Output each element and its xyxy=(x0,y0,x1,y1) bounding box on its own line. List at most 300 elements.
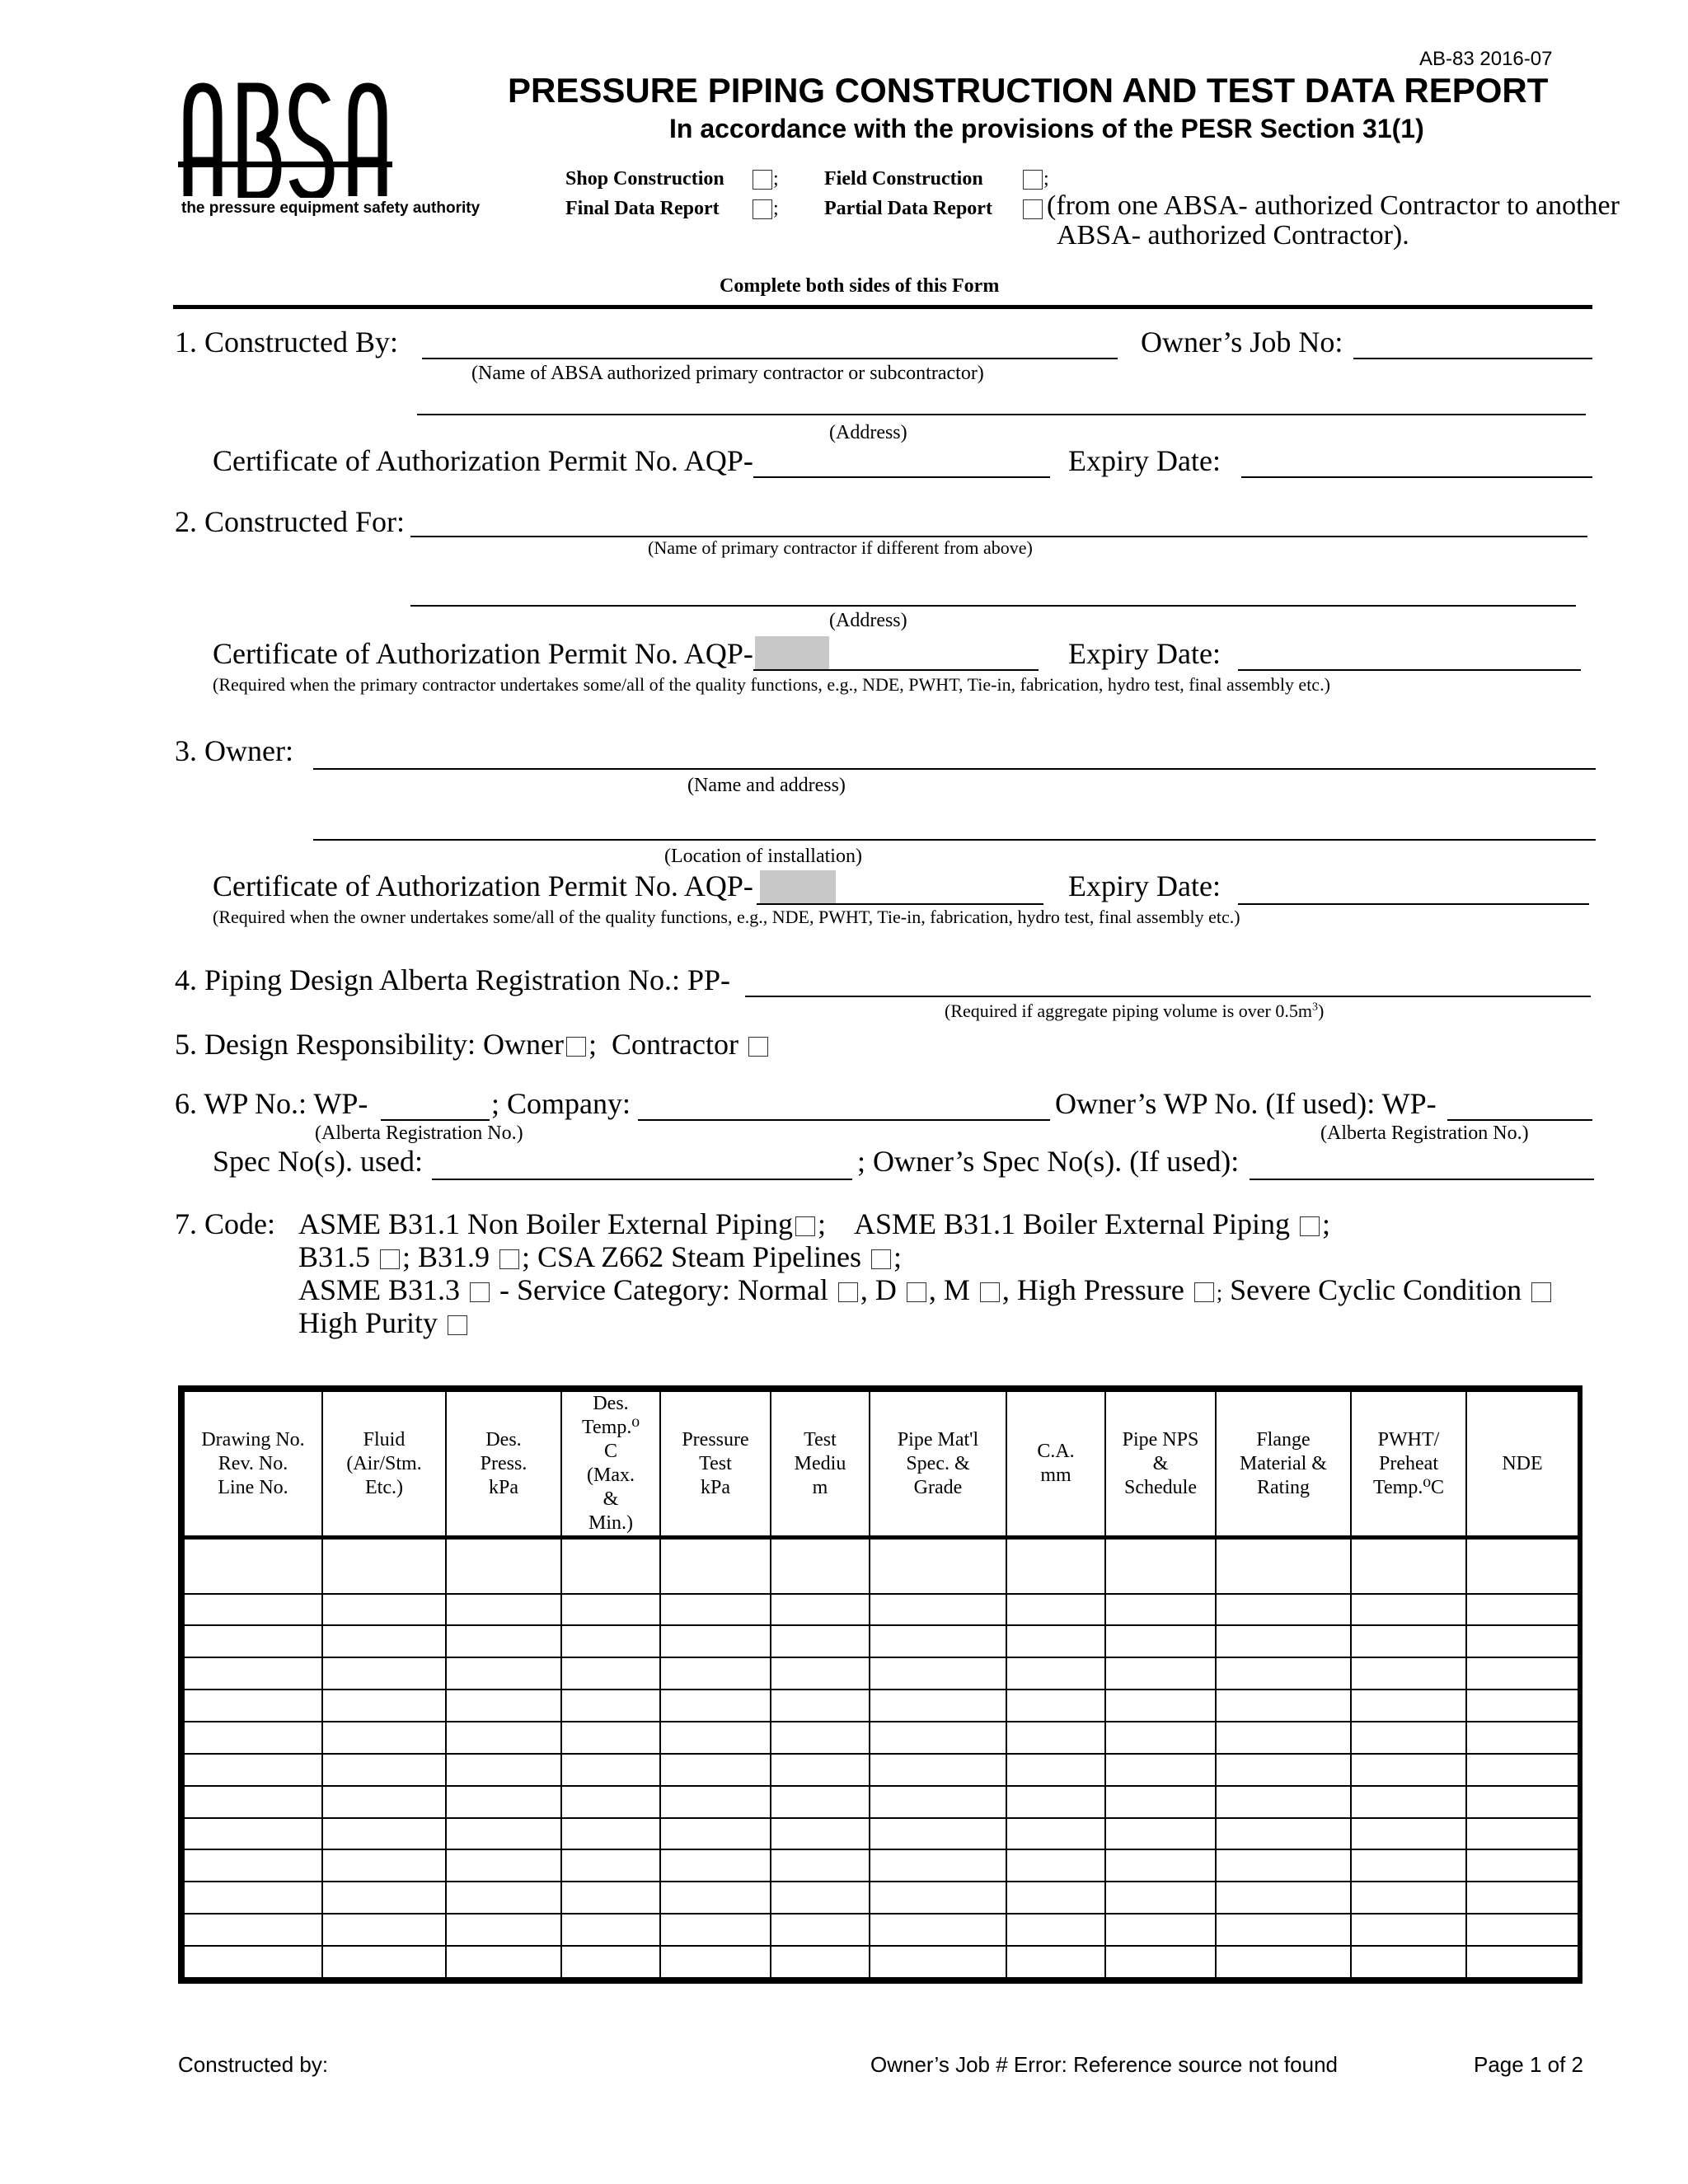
table-cell[interactable] xyxy=(660,1657,771,1690)
column-header-line: Temp.⁰C xyxy=(1373,1476,1444,1498)
table-cell[interactable] xyxy=(1006,1914,1105,1946)
table-cell[interactable] xyxy=(771,1786,870,1818)
wp-no-field[interactable] xyxy=(381,1119,490,1121)
section4-label: 4. Piping Design Alberta Registration No.: PP- xyxy=(175,963,730,996)
column-header-line: Rating xyxy=(1257,1476,1310,1498)
column-header-line: mm xyxy=(1040,1465,1071,1486)
owner-location-field[interactable] xyxy=(313,839,1596,841)
column-header-line: Min.) xyxy=(588,1512,633,1534)
b315-checkbox[interactable] xyxy=(380,1249,400,1269)
table-cell[interactable] xyxy=(561,1849,660,1882)
severe-cyclic-checkbox[interactable] xyxy=(1531,1282,1551,1302)
table-cell[interactable] xyxy=(771,1818,870,1850)
owner-name-address-field[interactable] xyxy=(313,768,1596,770)
table-cell[interactable] xyxy=(184,1722,322,1754)
table-cell[interactable] xyxy=(870,1946,1006,1978)
column-header-line: (Max. xyxy=(587,1465,635,1486)
column-header-line: Flange xyxy=(1256,1428,1311,1451)
table-cell[interactable] xyxy=(184,1594,322,1626)
owner-wp-label: Owner’s WP No. (If used): WP- xyxy=(1055,1087,1437,1120)
category-d-checkbox[interactable] xyxy=(907,1282,926,1302)
table-cell[interactable] xyxy=(1216,1818,1351,1850)
table-cell[interactable] xyxy=(1105,1754,1216,1786)
table-cell[interactable] xyxy=(771,1594,870,1626)
section1-label: 1. Constructed By: xyxy=(175,326,398,359)
column-header-line: & xyxy=(1152,1452,1169,1474)
table-cell[interactable] xyxy=(446,1690,561,1722)
asme-b313-checkbox[interactable] xyxy=(470,1282,490,1302)
b315-label: B31.5 xyxy=(298,1240,371,1273)
table-cell[interactable] xyxy=(1105,1594,1216,1626)
table-cell[interactable] xyxy=(446,1657,561,1690)
table-cell[interactable] xyxy=(660,1594,771,1626)
table-cell[interactable] xyxy=(870,1594,1006,1626)
table-cell[interactable] xyxy=(1351,1818,1466,1850)
logo-tagline: the pressure equipment safety authority xyxy=(181,199,481,217)
design-responsibility-contractor-checkbox[interactable] xyxy=(748,1037,768,1057)
table-cell[interactable] xyxy=(322,1538,446,1594)
table-cell[interactable] xyxy=(870,1818,1006,1850)
section3-label: 3. Owner: xyxy=(175,734,293,767)
table-cell[interactable] xyxy=(660,1818,771,1850)
table-cell[interactable] xyxy=(1105,1849,1216,1882)
table-cell[interactable] xyxy=(1466,1882,1578,1914)
table-cell[interactable] xyxy=(446,1818,561,1850)
table-cell[interactable] xyxy=(1216,1538,1351,1594)
owner-spec-label: ; Owner’s Spec No(s). (If used): xyxy=(857,1145,1240,1178)
table-cell[interactable] xyxy=(1006,1625,1105,1657)
partial-note-line1: (from one ABSA- authorized Contractor to another xyxy=(1047,190,1620,221)
footer-owner-job: Owner’s Job # Error: Reference source not found xyxy=(870,2052,1338,2077)
company-field[interactable] xyxy=(638,1119,1050,1121)
table-cell[interactable] xyxy=(1466,1625,1578,1657)
table-cell[interactable] xyxy=(771,1690,870,1722)
constructed-for-name-hint: (Name of primary contractor if different from above) xyxy=(648,537,1033,558)
table-cell[interactable] xyxy=(1105,1914,1216,1946)
column-header-line: C xyxy=(603,1441,617,1462)
asme-b311-nbep-checkbox[interactable] xyxy=(795,1216,815,1236)
table-cell[interactable] xyxy=(561,1818,660,1850)
table-cell[interactable] xyxy=(660,1849,771,1882)
table-cell[interactable] xyxy=(1351,1690,1466,1722)
table-cell[interactable] xyxy=(1006,1594,1105,1626)
table-cell[interactable] xyxy=(1216,1690,1351,1722)
table-cell[interactable] xyxy=(771,1722,870,1754)
table-cell[interactable] xyxy=(870,1690,1006,1722)
table-cell[interactable] xyxy=(771,1538,870,1594)
column-header-line: Drawing No. xyxy=(201,1428,305,1451)
table-cell[interactable] xyxy=(1351,1946,1466,1978)
separator: ; xyxy=(773,168,779,190)
table-cell[interactable] xyxy=(1466,1818,1578,1850)
table-cell[interactable] xyxy=(184,1882,322,1914)
table-row xyxy=(184,1914,1578,1946)
table-cell[interactable] xyxy=(561,1914,660,1946)
table-cell[interactable] xyxy=(771,1625,870,1657)
table-cell[interactable] xyxy=(561,1946,660,1978)
column-header-line: m xyxy=(812,1476,828,1498)
high-pressure-checkbox[interactable] xyxy=(1194,1282,1214,1302)
owner-job-no-field[interactable] xyxy=(1353,358,1592,359)
table-cell[interactable] xyxy=(184,1914,322,1946)
table-cell[interactable] xyxy=(184,1690,322,1722)
table-cell[interactable] xyxy=(446,1786,561,1818)
table-row xyxy=(184,1594,1578,1626)
high-purity-label: High Purity xyxy=(298,1306,438,1339)
table-cell[interactable] xyxy=(446,1538,561,1594)
table-cell[interactable] xyxy=(561,1538,660,1594)
table-cell[interactable] xyxy=(322,1818,446,1850)
column-header-line: & xyxy=(603,1488,619,1510)
section1-cert-permit-field[interactable] xyxy=(753,476,1050,478)
table-cell[interactable] xyxy=(184,1538,322,1594)
table-cell[interactable] xyxy=(660,1786,771,1818)
column-header-line: Pipe Mat'l xyxy=(897,1428,979,1451)
table-cell[interactable] xyxy=(1351,1882,1466,1914)
shop-construction-label: Shop Construction xyxy=(565,168,724,190)
footer-page-number: Page 1 of 2 xyxy=(1474,2052,1583,2077)
table-cell[interactable] xyxy=(1105,1722,1216,1754)
table-row xyxy=(184,1690,1578,1722)
table-row xyxy=(184,1786,1578,1818)
section3-cert-permit-field[interactable] xyxy=(757,903,1043,905)
form-subtitle: In accordance with the provisions of the PESR Section 31(1) xyxy=(669,114,1424,143)
section3-cert-shaded-area xyxy=(760,870,836,903)
table-cell[interactable] xyxy=(1105,1657,1216,1690)
section3-requirement-note: (Required when the owner undertakes some/all of the quality functions, e.g., NDE, PWHT, Tie-in, fabrication, hydro test, final assembly etc.) xyxy=(213,907,1240,927)
column-header xyxy=(446,1391,561,1538)
partial-data-report-checkbox[interactable] xyxy=(1023,199,1043,219)
table-cell[interactable] xyxy=(771,1946,870,1978)
high-pressure-label: , High Pressure xyxy=(1001,1273,1184,1306)
column-header-line: Etc.) xyxy=(365,1476,403,1498)
column-header-line: C.A. xyxy=(1037,1441,1075,1462)
design-responsibility-owner-checkbox[interactable] xyxy=(566,1037,586,1057)
section2-expiry-field[interactable] xyxy=(1238,669,1581,671)
column-header xyxy=(771,1391,870,1538)
table-cell[interactable] xyxy=(322,1786,446,1818)
normal-checkbox[interactable] xyxy=(838,1282,858,1302)
column-header-line: Pressure xyxy=(682,1428,749,1451)
table-cell[interactable] xyxy=(660,1882,771,1914)
table-cell[interactable] xyxy=(1216,1914,1351,1946)
column-header-line: kPa xyxy=(489,1476,518,1498)
table-row xyxy=(184,1754,1578,1786)
table-cell[interactable] xyxy=(771,1657,870,1690)
table-cell[interactable] xyxy=(561,1594,660,1626)
column-header xyxy=(1466,1391,1578,1538)
table-cell[interactable] xyxy=(771,1914,870,1946)
table-cell[interactable] xyxy=(1105,1946,1216,1978)
table-cell[interactable] xyxy=(1216,1849,1351,1882)
shop-construction-checkbox[interactable] xyxy=(753,170,772,190)
column-header-line: (Air/Stm. xyxy=(346,1452,422,1474)
section2-expiry-label: Expiry Date: xyxy=(1068,637,1221,670)
table-cell[interactable] xyxy=(1466,1754,1578,1786)
column-header xyxy=(184,1391,322,1538)
category-m-label: , M xyxy=(928,1273,970,1306)
section3-expiry-label: Expiry Date: xyxy=(1068,869,1221,902)
table-cell[interactable] xyxy=(1466,1914,1578,1946)
table-cell[interactable] xyxy=(660,1754,771,1786)
service-category-normal-label: - Service Category: Normal xyxy=(499,1273,828,1306)
table-cell[interactable] xyxy=(1466,1690,1578,1722)
design-responsibility-owner-label: 5. Design Responsibility: Owner xyxy=(175,1028,564,1061)
code-line-4 xyxy=(298,1305,470,1340)
table-cell[interactable] xyxy=(1105,1882,1216,1914)
column-header-line: Rev. No. xyxy=(218,1452,288,1474)
table-cell[interactable] xyxy=(1006,1849,1105,1882)
table-cell[interactable] xyxy=(870,1914,1006,1946)
constructed-by-name-field[interactable] xyxy=(422,358,1118,359)
absa-logo xyxy=(178,82,392,198)
table-cell[interactable] xyxy=(1466,1946,1578,1978)
category-m-checkbox[interactable] xyxy=(980,1282,1000,1302)
final-data-report-checkbox[interactable] xyxy=(753,199,772,219)
table-cell[interactable] xyxy=(1105,1625,1216,1657)
table-cell[interactable] xyxy=(870,1657,1006,1690)
table-cell[interactable] xyxy=(1466,1657,1578,1690)
table-cell[interactable] xyxy=(870,1754,1006,1786)
footer-constructed-by: Constructed by: xyxy=(178,2052,329,2077)
table-cell[interactable] xyxy=(1351,1538,1466,1594)
table-cell[interactable] xyxy=(322,1657,446,1690)
partial-note-line2: ABSA- authorized Contractor). xyxy=(1057,220,1409,251)
separator: ; xyxy=(1043,168,1049,190)
table-cell[interactable] xyxy=(771,1882,870,1914)
table-cell[interactable] xyxy=(1216,1882,1351,1914)
table-cell[interactable] xyxy=(446,1722,561,1754)
table-cell[interactable] xyxy=(1216,1722,1351,1754)
column-header-line: Pipe NPS xyxy=(1122,1428,1199,1451)
table-cell[interactable] xyxy=(1351,1849,1466,1882)
table-cell[interactable] xyxy=(1105,1690,1216,1722)
b319-checkbox[interactable] xyxy=(499,1249,519,1269)
table-cell[interactable] xyxy=(870,1786,1006,1818)
table-cell[interactable] xyxy=(1466,1594,1578,1626)
table-cell[interactable] xyxy=(184,1818,322,1850)
spec-no-label: Spec No(s). used: xyxy=(213,1145,423,1178)
table-cell[interactable] xyxy=(184,1786,322,1818)
table-cell[interactable] xyxy=(322,1946,446,1978)
table-cell[interactable] xyxy=(870,1538,1006,1594)
owner-location-hint: (Location of installation) xyxy=(664,846,862,867)
complete-both-sides-note: Complete both sides of this Form xyxy=(720,275,1000,297)
high-purity-checkbox[interactable] xyxy=(448,1315,467,1335)
table-cell[interactable] xyxy=(870,1625,1006,1657)
table-cell[interactable] xyxy=(1006,1754,1105,1786)
table-cell[interactable] xyxy=(322,1914,446,1946)
table-cell[interactable] xyxy=(870,1722,1006,1754)
constructed-by-name-hint: (Name of ABSA authorized primary contractor or subcontractor) xyxy=(471,363,984,384)
column-header-line: Preheat xyxy=(1379,1452,1438,1474)
table-cell[interactable] xyxy=(1466,1722,1578,1754)
csa-z662-label: ; CSA Z662 Steam Pipelines xyxy=(522,1240,862,1273)
table-cell[interactable] xyxy=(561,1625,660,1657)
column-header-line: Des. xyxy=(485,1428,522,1451)
piping-data-table xyxy=(178,1385,1582,1984)
column-header-line: Des. xyxy=(593,1393,629,1414)
asme-b311-bep-checkbox[interactable] xyxy=(1300,1216,1320,1236)
table-row xyxy=(184,1946,1578,1978)
code-line-3: ASME B31.3 - Service Category: Normal , D , M , High Pressure ; Severe Cyclic Condition xyxy=(298,1272,1554,1307)
constructed-for-address-hint: (Address) xyxy=(829,610,907,631)
table-row xyxy=(184,1882,1578,1914)
field-construction-checkbox[interactable] xyxy=(1023,170,1043,190)
section2-label: 2. Constructed For: xyxy=(175,505,405,538)
table-cell[interactable] xyxy=(322,1882,446,1914)
table-cell[interactable] xyxy=(184,1946,322,1978)
table-cell[interactable] xyxy=(660,1914,771,1946)
table-cell[interactable] xyxy=(1216,1594,1351,1626)
table-cell[interactable] xyxy=(322,1722,446,1754)
table-cell[interactable] xyxy=(184,1849,322,1882)
table-cell[interactable] xyxy=(1006,1818,1105,1850)
table-cell[interactable] xyxy=(660,1946,771,1978)
table-cell[interactable] xyxy=(870,1882,1006,1914)
table-cell[interactable] xyxy=(446,1625,561,1657)
table-cell[interactable] xyxy=(1006,1786,1105,1818)
table-cell[interactable] xyxy=(1006,1657,1105,1690)
table-cell[interactable] xyxy=(771,1754,870,1786)
table-cell[interactable] xyxy=(1006,1722,1105,1754)
spec-no-field[interactable] xyxy=(432,1179,852,1180)
table-cell[interactable] xyxy=(1466,1786,1578,1818)
table-cell[interactable] xyxy=(1216,1754,1351,1786)
table-cell[interactable] xyxy=(660,1722,771,1754)
section2-cert-permit-field[interactable] xyxy=(753,669,1039,671)
table-cell[interactable] xyxy=(561,1722,660,1754)
column-header-line: Temp.⁰ xyxy=(582,1417,640,1438)
section1-expiry-field[interactable] xyxy=(1241,476,1592,478)
table-cell[interactable] xyxy=(660,1538,771,1594)
header-divider xyxy=(173,305,1592,309)
table-cell[interactable] xyxy=(660,1690,771,1722)
table-cell[interactable] xyxy=(446,1946,561,1978)
column-header-line: Mediu xyxy=(794,1452,846,1474)
column-header xyxy=(322,1391,446,1538)
partial-data-report-label: Partial Data Report xyxy=(824,198,992,219)
table-cell[interactable] xyxy=(1351,1754,1466,1786)
column-header xyxy=(1351,1391,1466,1538)
table-row xyxy=(184,1722,1578,1754)
section3-expiry-field[interactable] xyxy=(1238,903,1589,905)
table-cell[interactable] xyxy=(561,1786,660,1818)
table-cell[interactable] xyxy=(1351,1722,1466,1754)
column-header-line: PWHT/ xyxy=(1377,1428,1440,1451)
constructed-for-address-field[interactable] xyxy=(410,605,1576,607)
table-cell[interactable] xyxy=(446,1882,561,1914)
column-header-line: Fluid xyxy=(363,1428,406,1451)
table-cell[interactable] xyxy=(446,1914,561,1946)
asme-b311-nbep-label: ASME B31.1 Non Boiler External Piping xyxy=(298,1207,793,1240)
table-cell[interactable] xyxy=(1216,1946,1351,1978)
field-construction-label: Field Construction xyxy=(824,168,983,190)
table-cell[interactable] xyxy=(1351,1594,1466,1626)
table-cell[interactable] xyxy=(870,1849,1006,1882)
column-header xyxy=(1216,1391,1351,1538)
section1-expiry-label: Expiry Date: xyxy=(1068,444,1221,477)
table-cell[interactable] xyxy=(1006,1538,1105,1594)
table-cell[interactable] xyxy=(1216,1786,1351,1818)
owner-job-no-label: Owner’s Job No: xyxy=(1141,326,1343,359)
column-header xyxy=(1105,1391,1216,1538)
column-header xyxy=(1006,1391,1105,1538)
table-cell[interactable] xyxy=(771,1849,870,1882)
table-row xyxy=(184,1625,1578,1657)
table-cell[interactable] xyxy=(561,1754,660,1786)
section2-cert-shaded-area xyxy=(755,636,829,669)
table-cell[interactable] xyxy=(1351,1625,1466,1657)
table-cell[interactable] xyxy=(1351,1786,1466,1818)
table-cell[interactable] xyxy=(1105,1818,1216,1850)
section6-wp-label: 6. WP No.: WP- xyxy=(175,1087,368,1120)
table-cell[interactable] xyxy=(1006,1690,1105,1722)
table-body xyxy=(184,1538,1578,1979)
table-cell[interactable] xyxy=(446,1754,561,1786)
table-cell[interactable] xyxy=(561,1657,660,1690)
table-cell[interactable] xyxy=(1216,1625,1351,1657)
column-header-line: Press. xyxy=(480,1452,528,1474)
piping-design-registration-field[interactable] xyxy=(745,996,1591,997)
table-cell[interactable] xyxy=(1466,1538,1578,1594)
table-cell[interactable] xyxy=(1351,1914,1466,1946)
table-cell[interactable] xyxy=(1105,1538,1216,1594)
table-cell[interactable] xyxy=(1216,1657,1351,1690)
table-cell[interactable] xyxy=(446,1849,561,1882)
table-cell[interactable] xyxy=(1351,1657,1466,1690)
section2-cert-label: Certificate of Authorization Permit No. AQP- xyxy=(213,637,753,670)
constructed-by-address-field[interactable] xyxy=(417,414,1586,415)
table-cell[interactable] xyxy=(322,1594,446,1626)
table-cell[interactable] xyxy=(1105,1786,1216,1818)
table-cell[interactable] xyxy=(446,1594,561,1626)
table-cell[interactable] xyxy=(561,1690,660,1722)
table-cell[interactable] xyxy=(322,1690,446,1722)
form-code: AB-83 2016-07 xyxy=(1419,48,1553,70)
column-header-line: Test xyxy=(699,1452,732,1474)
piping-volume-hint: (Required if aggregate piping volume is over $0.5m^3$) xyxy=(945,1001,1325,1021)
owner-wp-registration-hint: (Alberta Registration No.) xyxy=(1320,1122,1529,1144)
table-cell[interactable] xyxy=(660,1625,771,1657)
csa-z662-checkbox[interactable] xyxy=(871,1249,891,1269)
column-header-line: Grade xyxy=(913,1476,963,1498)
design-responsibility-contractor-label: Contractor xyxy=(612,1028,738,1061)
absa-logo-mark xyxy=(178,82,392,198)
asme-b313-label: ASME B31.3 xyxy=(298,1273,461,1306)
owner-spec-no-field[interactable] xyxy=(1250,1179,1594,1180)
table-row xyxy=(184,1849,1578,1882)
table-row xyxy=(184,1818,1578,1850)
separator: ; xyxy=(773,198,779,219)
table-cell[interactable] xyxy=(184,1657,322,1690)
column-header xyxy=(660,1391,771,1538)
table-cell[interactable] xyxy=(184,1754,322,1786)
column-header-line: Material & xyxy=(1240,1452,1327,1474)
table-cell[interactable] xyxy=(322,1625,446,1657)
table-row xyxy=(184,1657,1578,1690)
table-cell[interactable] xyxy=(1006,1882,1105,1914)
table-cell[interactable] xyxy=(1466,1849,1578,1882)
table-cell[interactable] xyxy=(561,1882,660,1914)
table-cell[interactable] xyxy=(322,1849,446,1882)
table-cell[interactable] xyxy=(184,1625,322,1657)
column-header-line: NDE xyxy=(1502,1452,1543,1474)
table-cell[interactable] xyxy=(1006,1946,1105,1978)
owner-wp-no-field[interactable] xyxy=(1447,1119,1592,1121)
section2-requirement-note: (Required when the primary contractor undertakes some/all of the quality functions, e.g., NDE, PWHT, Tie-in, fabrication, hydro test, final assembly etc.) xyxy=(213,674,1330,695)
table-cell[interactable] xyxy=(322,1754,446,1786)
